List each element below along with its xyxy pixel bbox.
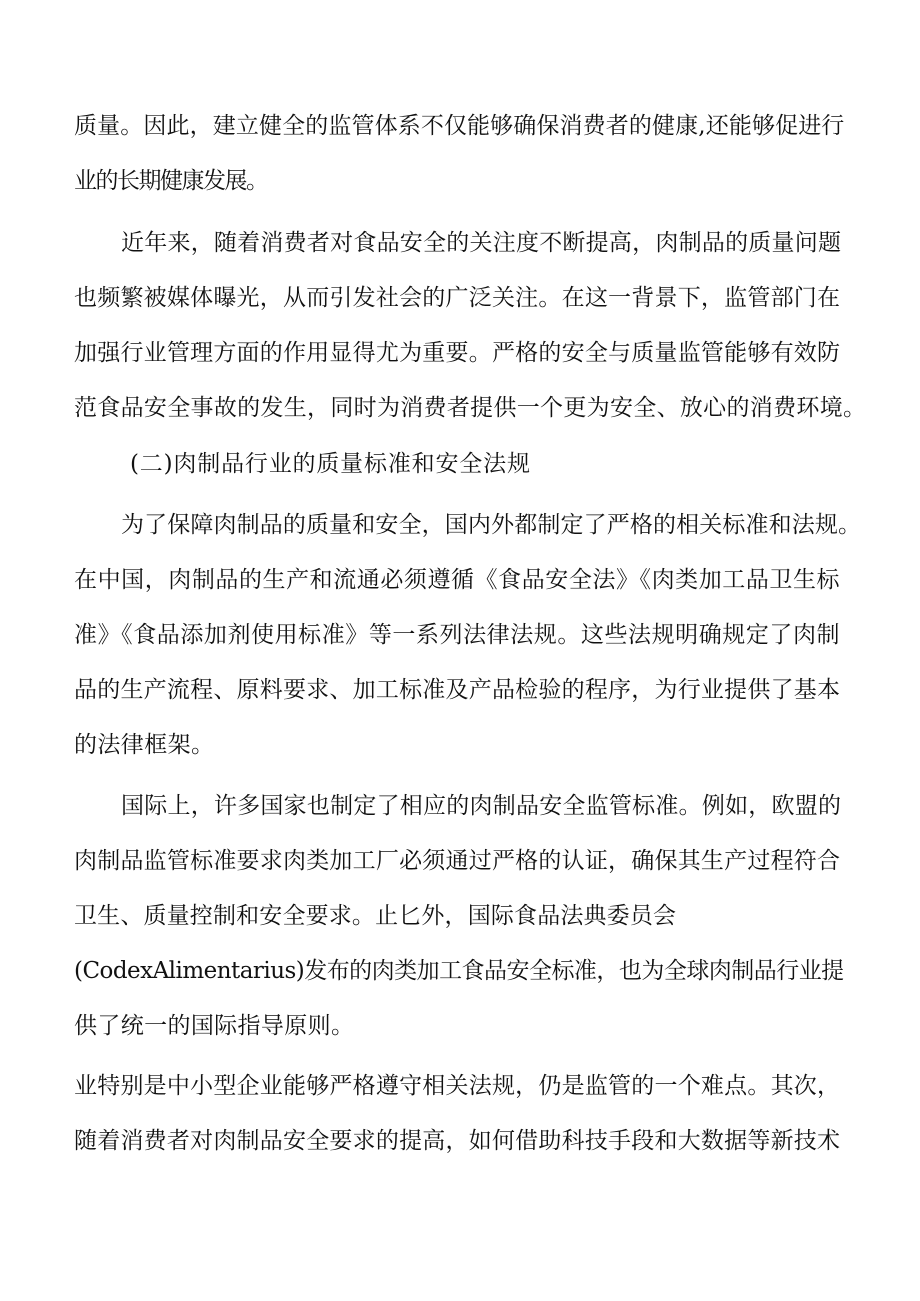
text-line: (CodexAlimentarius)发布的肉类加工食品安全标准，也为全球肉制品行业提 [74,958,844,984]
text-line: 在中国，肉制品的生产和流通必须遵循《食品安全法》《肉类加工品卫生标 [74,567,841,593]
text-line: 肉制品监管标准要求肉类加工厂必须通过严格的认证，确保其生产过程符合 [74,848,841,874]
text-line: 供了统一的国际指导原则。 [74,1013,355,1039]
text-line: 近年来，随着消费者对食品安全的关注度不断提高，肉制品的质量问题 [121,230,842,256]
text-line: 范食品安全事故的发生，同时为消费者提供一个更为安全、放心的消费环境。 [74,395,867,421]
text-line: 质量。因此，建立健全的监管体系不仅能够确保消费者的健康,还能够促进行 [74,113,845,139]
text-line: 加强行业管理方面的作用显得尤为重要。严格的安全与质量监管能够有效防 [74,340,841,366]
text-line: 国际上，许多国家也制定了相应的肉制品安全监管标准。例如，欧盟的 [121,793,842,819]
text-line: 卫生、质量控制和安全要求。止匕外，国际食品法典委员会 [74,903,677,929]
text-line: 业的长期健康发展。 [74,168,268,194]
text-line: 随着消费者对肉制品安全要求的提高，如何借助科技手段和大数据等新技术 [74,1128,841,1154]
section-heading: (二)肉制品行业的质量标准和安全法规 [130,451,531,477]
text-line: 的法律框架。 [74,732,215,758]
text-line: 也频繁被媒体曝光，从而引发社会的广泛关注。在这一背景下，监管部门在 [74,285,841,311]
text-line: 准》《食品添加剂使用标准》等一系列法律法规。这些法规明确规定了肉制 [74,622,841,648]
text-line: 品的生产流程、原料要求、加工标准及产品检验的程序，为行业提供了基本 [74,677,841,703]
text-line: 业特别是中小型企业能够严格遵守相关法规，仍是监管的一个难点。其次， [74,1073,841,1099]
text-line: 为了保障肉制品的质量和安全，国内外都制定了严格的相关标准和法规。 [121,512,862,538]
